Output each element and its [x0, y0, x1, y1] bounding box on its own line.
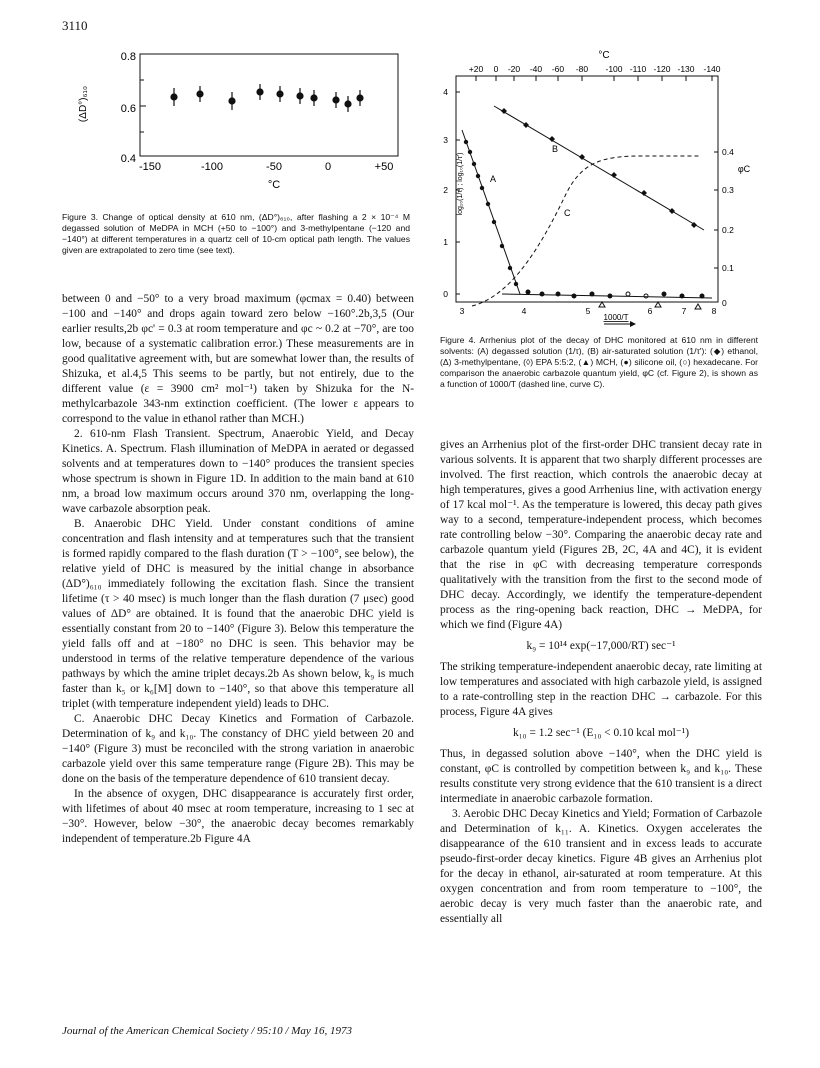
fig3-data-points [171, 84, 363, 112]
fig3-xtick: -150 [138, 161, 162, 173]
equation-k9: k₉ = 10¹⁴ exp(−17,000/RT) sec⁻¹ [526, 640, 676, 652]
fig4-bottom-label: 1000/T [603, 313, 629, 322]
fig4-top-tick: -80 [575, 64, 589, 74]
fig4-top-tick: -20 [507, 64, 521, 74]
right-column [440, 438, 762, 927]
fig4-top-tick: -130 [677, 64, 695, 74]
fig4-right-tick: 0.3 [722, 185, 734, 195]
fig4-curve-label-c: C [564, 208, 571, 218]
left-column [62, 292, 414, 847]
paragraph: B. Anaerobic DHC Yield. Under constant conditions of amine concentration and flash intensity and at temperatures such that the transient is formed rapidly compared to the flash duration (T > −100°, see below), the relative yield of DHC is measured by the initial change in absorbance (ΔD°)₆₁₀ immediately following the excitation flash. Since the transient lifetime (τ > 40 msec) is much longer than the flash duration (7 μsec) good values of ΔD° are obtained. It is found that the anaerobic DHC yield is essentially constant from 20 to −140° (Figure 3). Below this temperature the yield falls off and at −180° no DHC is seen. This behavior may be understood in terms of the relative temperature dependence of the various pathways by which the amine triplet decays.2b As shown below, k₉ is much faster than k₅ or k₆[M] down to −140°, so that above this temperature all triplet (with temperature independent yield) leads to DHC. [62, 518, 414, 710]
fig4-left-tick: 3 [443, 135, 448, 145]
fig4-bottom-tick: 6 [647, 306, 653, 316]
fig4-left-tick: 2 [443, 185, 448, 195]
fig4-curve-label-b: B [552, 144, 559, 154]
paragraph: Thus, in degassed solution above −140°, when the DHC yield is constant, φC is controlled by competition between k₉ and k₁₀. These results constitute very strong evidence that the 610 transient is a direct intermediate in anaerobic carbazole formation. [440, 748, 762, 805]
paragraph: gives an Arrhenius plot of the first-order DHC transient decay rate in various solvents. It is apparent that two sharply different processes are involved. The first reaction, which controls the anaerobic decay at high temperatures, gives a good Arrhenius line, with activation energy of 17 kcal mol⁻¹. As the temperature is lowered, this decay path gives way to a second, temperature-independent process, which becomes rate controlling below −30°. Comparing the anaerobic decay rate and carbazole quantum yield (Figures 2B, 2C, 4A and 4C), it is evident that the rise in φC with decreasing temperature corresponds qualitatively with the transition from the first to the second mode of DHC decay. Accordingly, we identify the temperature-dependent process as the ring-opening back reaction, DHC → MeDPA, for which we find (Figure 4A) [440, 439, 762, 631]
fig4-left-tick: 1 [443, 237, 448, 247]
fig4-right-label: φC [737, 164, 751, 174]
paragraph: 2. 610-nm Flash Transient. Spectrum, Anaerobic Yield, and Decay Kinetics. A. Spectrum. Flash illumination of MeDPA in aerated or degassed solvents and at temperatures down to −140° produces the transient species whose spectrum is shown in Figure 1D. In addition to the main band at 610 nm, a broad low maximum occurs around 370 nm, overlapping the long-wave carbazole absorption peak. [62, 428, 414, 515]
fig4-top-tick: -60 [551, 64, 565, 74]
fig4-bottom-tick: 3 [459, 306, 465, 316]
paragraph: 3. Aerobic DHC Decay Kinetics and Yield; Formation of Carbazole and Determination of k₁₁. A. Kinetics. Oxygen accelerates the disappearance of the 610 transient and in excess leads to accurate pseudo-first-order decay kinetics. Figure 4B gives an Arrhenius plot for the decay in ethanol, air-saturated at room temperature. At this oxygen concentration and from room temperature to −100°, the aerobic decay is very much faster than the anaerobic rate, and essentially all [440, 808, 762, 925]
fig4-top-tick: 0 [493, 64, 499, 74]
journal-footer: Journal of the American Chemical Society / 95:10 / May 16, 1973 [62, 1025, 353, 1037]
figure-3-chart [62, 44, 422, 204]
fig4-bottom-tick: 4 [521, 306, 527, 316]
fig4-low-temp-points [526, 290, 704, 309]
fig3-xtick: +50 [374, 161, 394, 173]
figure-3-caption: Figure 3. Change of optical density at 610 nm, (ΔD°)₆₁₀, after flashing a 2 × 10⁻⁴ M degassed solution of MeDPA in MCH (+50 to −100°) and 3-methylpentane (−120 and −140°) at different temperatures in a quartz cell of 10-cm optical path length. The values given are extrapolated to zero time (see text). [62, 212, 410, 255]
fig4-top-tick: -110 [629, 64, 647, 74]
fig4-left-label: log₁₀(1/τ) ; log₁₀(1/τ') [457, 152, 464, 216]
fig3-xtick: 0 [324, 161, 332, 173]
figure-4-chart [432, 44, 762, 328]
fig3-xtick: -50 [266, 161, 282, 173]
paragraph: In the absence of oxygen, DHC disappearance is accurately first order, with lifetimes of about 40 msec at room temperature, increasing to 1 sec at −30°. However, below −30°, the anaerobic decay becomes remarkably independent of temperature.2b Figure 4A [62, 788, 414, 845]
page-number: 3110 [62, 18, 88, 33]
fig4-right-tick: 0 [722, 298, 727, 308]
fig4-right-tick: 0.2 [722, 225, 734, 235]
fig4-curve-label-a: A [490, 174, 497, 184]
fig4-top-tick: -140 [703, 64, 721, 74]
paragraph: C. Anaerobic DHC Decay Kinetics and Formation of Carbazole. Determination of k₉ and k₁₀. The constancy of DHC yield between 20 and −140° (Figure 3) must be reconciled with the strong variation in anaerobic carbazole yield over this same temperature range (Figure 2B). This may be done on the basis of the temperature dependence of 610 transient decay. [62, 713, 414, 785]
fig4-top-label: °C [598, 50, 610, 61]
fig4-bottom-tick: 7 [681, 306, 687, 316]
fig4-bottom-tick: 8 [711, 306, 717, 316]
fig4-left-tick: 4 [443, 87, 448, 97]
paragraph: between 0 and −50° to a very broad maximum (φcmax = 0.40) between −100 and −140° and drops again toward zero below −160°.2b,3,5 (Our earlier results,2b φc' = 0.3 at room temperature and φc ~ 0.2 at −70°, are too low, because of a systematic calibration error.) These measurements are in good qualitative agreement with, but are somewhat lower than, the results of Shizuka, et al.4,5 This seems to be partly, but not entirely, due to the different value (ε = 3900 cm² mol⁻¹) taken by Shizuka for the N-methylcarbazole 343-nm extinction coefficient. (The lower ε appears to correspond to the value in ethanol rather than MCH.) [62, 293, 414, 425]
fig3-ylabel: (ΔD°)₆₁₀ [78, 85, 89, 123]
fig4-top-tick: -100 [605, 64, 623, 74]
fig3-ytick: 0.4 [120, 153, 136, 165]
fig4-right-tick: 0.1 [722, 263, 734, 273]
fig3-xtick: -100 [200, 161, 224, 173]
paragraph: The striking temperature-independent anaerobic decay, rate limiting at low temperatures and associated with high carbazole yield, is assigned to a rate-controlling step in the reaction DHC → carbazole. For this process, Figure 4A gives [440, 661, 762, 718]
fig4-top-tick: -40 [529, 64, 543, 74]
fig4-left-tick: 0 [443, 289, 448, 299]
fig4-bottom-tick: 5 [585, 306, 591, 316]
fig3-xlabel: °C [267, 179, 281, 191]
figure-4-caption: Figure 4. Arrhenius plot of the decay of DHC monitored at 610 nm in different solvents: (A) degassed solution (1/τ), (B) air-saturated solution (1/τ'): (◆) ethanol, (Δ) 3-methylpentane, (◊) EPA 5:5:2, (▲) MCH, (●) silicone oil, (○) hexadecane. For comparison the anaerobic carbazole quantum yield, φC (cf. Figure 2), is shown as a function of 1000/T (dashed line, curve C). [440, 335, 758, 389]
equation-k10: k₁₀ = 1.2 sec⁻¹ (E₁₀ < 0.10 kcal mol⁻¹) [512, 727, 689, 739]
fig3-ytick: 0.6 [120, 103, 136, 115]
fig3-ytick: 0.8 [120, 51, 136, 63]
fig4-top-tick: -120 [653, 64, 671, 74]
fig4-top-tick: +20 [468, 64, 484, 74]
fig4-right-tick: 0.4 [722, 147, 734, 157]
